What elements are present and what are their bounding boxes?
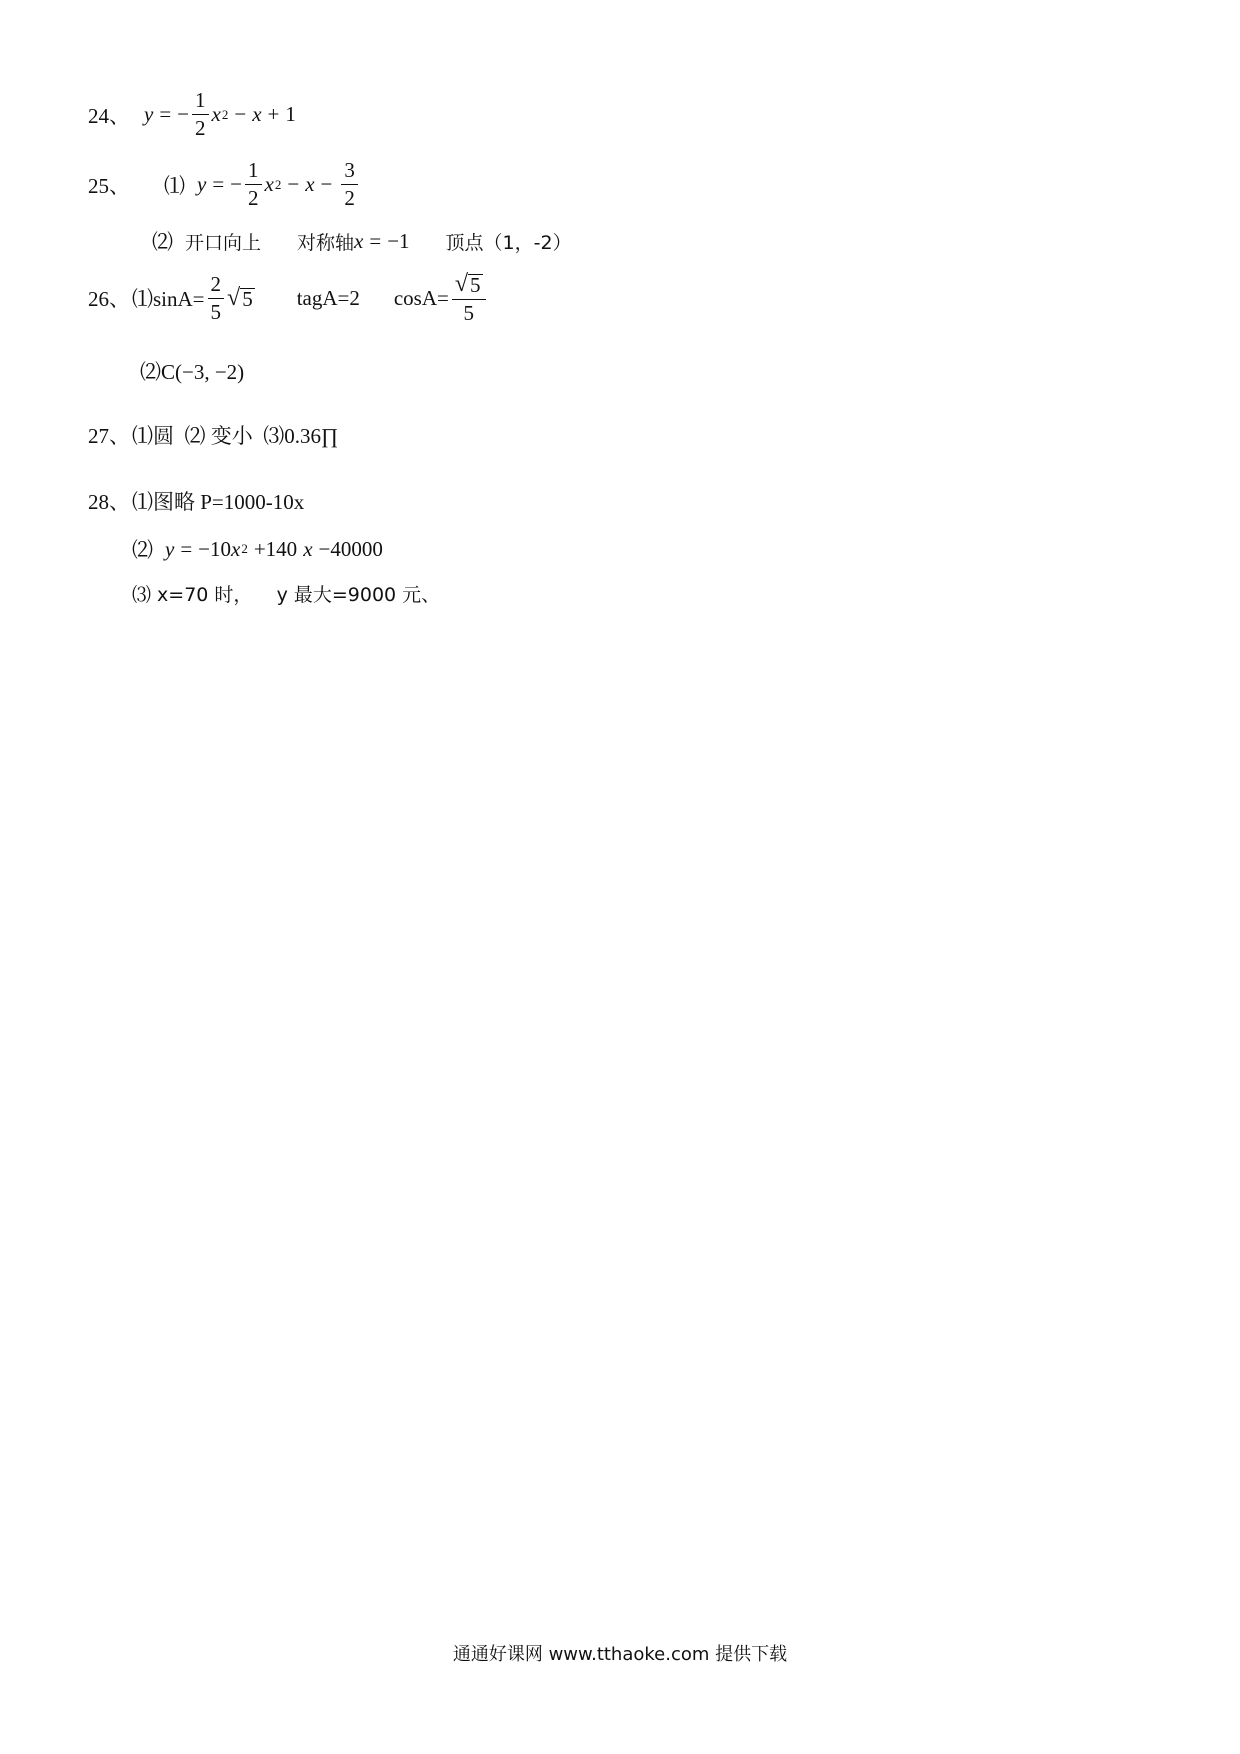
answer-text: ⑴图略 P=1000-10x xyxy=(132,490,305,514)
answer-text: ⑶ x=70 时， y 最大=9000 元、 xyxy=(132,584,441,606)
var-x: x xyxy=(211,102,221,126)
numerator: √ 5 xyxy=(452,272,486,300)
answer-26-part2 xyxy=(140,356,244,386)
part-label: ⑴ xyxy=(164,173,185,198)
answer-24 xyxy=(88,90,296,139)
denominator: 2 xyxy=(248,186,259,210)
var-x: x xyxy=(264,172,274,196)
minus: − xyxy=(234,102,247,126)
opening-direction: 开口向上 xyxy=(185,231,262,254)
constant-c: −40000 xyxy=(318,536,383,561)
var-x: x xyxy=(252,102,262,126)
question-number: 24、 xyxy=(88,103,130,128)
equals: = xyxy=(159,102,172,126)
point-c: ⑵C(−3, −2) xyxy=(140,360,245,384)
answer-27 xyxy=(88,420,338,450)
question-number: 27、 xyxy=(88,424,130,448)
fraction xyxy=(452,272,486,324)
minus: − xyxy=(287,172,300,196)
answer-25-part2 xyxy=(152,226,572,256)
answer-text: ⑴圆 ⑵ 变小 ⑶0.36∏ xyxy=(132,424,339,448)
var-x: x xyxy=(303,536,313,561)
cos-label: cosA= xyxy=(393,285,449,310)
minus: − xyxy=(320,172,333,196)
answer-28-part3 xyxy=(132,580,440,607)
var-x: x xyxy=(305,172,315,196)
part-label: ⑵ xyxy=(132,538,153,562)
answer-28-part1 xyxy=(88,486,304,516)
plus: + xyxy=(267,102,280,126)
fraction xyxy=(245,160,262,209)
coefficient-a: −10 xyxy=(198,536,232,561)
coefficient-b: +140 xyxy=(253,536,298,561)
radicand: 5 xyxy=(242,287,253,311)
question-number: 26、 xyxy=(88,287,130,311)
denominator: 2 xyxy=(195,116,206,140)
square-root: √ 5 xyxy=(227,285,253,311)
axis-value: −1 xyxy=(387,228,410,253)
vertex: 顶点（1，-2） xyxy=(445,231,572,254)
footer-source: 通通好课网 www.tthaoke.com 提供下载 xyxy=(452,1644,788,1665)
minus: − xyxy=(230,172,243,196)
radicand: 5 xyxy=(470,273,481,297)
denominator: 5 xyxy=(463,301,474,325)
exponent: 2 xyxy=(221,106,229,122)
minus: − xyxy=(177,102,190,126)
var-x: x xyxy=(354,228,364,253)
fraction xyxy=(341,160,358,209)
constant: 1 xyxy=(285,102,296,126)
answer-25-part1 xyxy=(88,160,361,209)
sin-label: ⑴sinA= xyxy=(132,287,205,311)
part-label: ⑵ xyxy=(152,230,173,254)
answer-26-part1 xyxy=(88,272,489,324)
exponent: 2 xyxy=(274,176,282,192)
question-number: 25、 xyxy=(88,173,130,198)
equals: = xyxy=(212,172,225,196)
axis-label: 对称轴 xyxy=(297,231,355,254)
numerator: 1 xyxy=(245,160,262,185)
fraction xyxy=(208,271,225,324)
tan-value: tagA=2 xyxy=(296,285,360,310)
equals: = xyxy=(369,228,382,253)
var-y: y xyxy=(165,536,175,561)
denominator: 5 xyxy=(210,299,222,324)
fraction xyxy=(192,90,209,139)
var-x: x xyxy=(231,536,241,561)
answer-28-part2 xyxy=(132,534,389,564)
var-y: y xyxy=(197,172,207,196)
numerator: 1 xyxy=(192,90,209,115)
question-number: 28、 xyxy=(88,490,130,514)
exponent: 2 xyxy=(241,541,248,556)
equals: = xyxy=(180,536,193,561)
denominator: 2 xyxy=(344,186,355,210)
numerator: 2 xyxy=(208,274,225,299)
var-y: y xyxy=(144,102,154,126)
numerator: 3 xyxy=(341,160,358,185)
